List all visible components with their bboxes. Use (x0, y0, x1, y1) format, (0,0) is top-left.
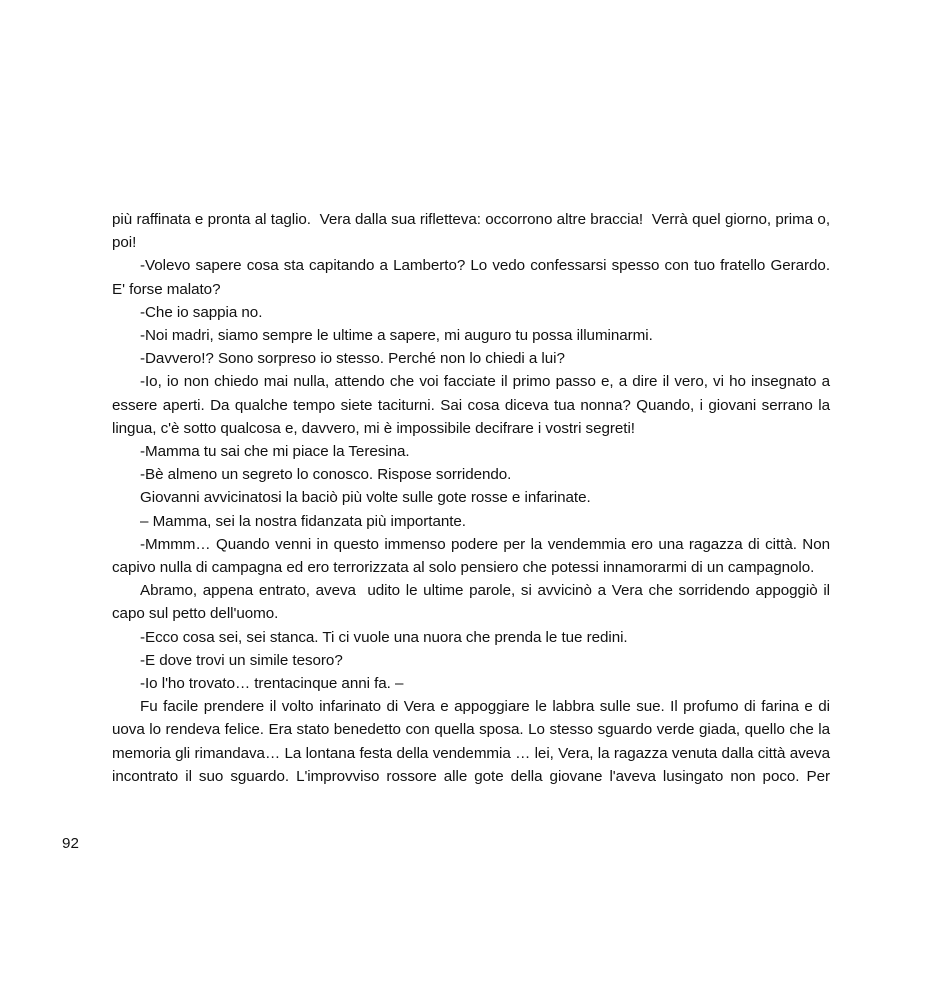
paragraph: Fu facile prendere il volto infarinato di Vera e appoggiare le labbra sulle sue. Il profumo di farina e di uova lo rendeva felice. Era stato benedetto con quella sposa. Lo stesso sguardo verde giada, quello che la memoria gli rimandava… La lontana festa della vendemmia … lei, Vera, la ragazza venuta dalla città aveva incontrato il suo sguardo. L'improvviso rossore alle gote della giovane l'aveva lusingato non poco. Per (112, 698, 835, 785)
paragraph: più raffinata e pronta al taglio. Vera dalla sua rifletteva: occorrono altre braccia! Verrà quel giorno, prima o, poi! (112, 211, 835, 252)
paragraph: -Che io sappia no. (140, 303, 263, 321)
page-text-column (112, 208, 835, 788)
paragraph: -Volevo sapere cosa sta capitando a Lamberto? Lo vedo confessarsi spesso con tuo fratello Gerardo. E' forse malato? (112, 257, 835, 298)
paragraph: -Ecco cosa sei, sei stanca. Ti ci vuole una nuora che prenda le tue redini. (140, 628, 628, 646)
paragraph: Giovanni avvicinatosi la baciò più volte sulle gote rosse e infarinate. (140, 489, 591, 507)
paragraph: -Io l'ho trovato… trentacinque anni fa. – (140, 675, 404, 693)
paragraph: -Bè almeno un segreto lo conosco. Rispose sorridendo. (140, 466, 512, 484)
paragraph: -E dove trovi un simile tesoro? (140, 651, 343, 669)
page-number: 92 (62, 835, 79, 852)
paragraph: -Noi madri, siamo sempre le ultime a sapere, mi auguro tu possa illuminarmi. (140, 327, 653, 345)
paragraph: -Davvero!? Sono sorpreso io stesso. Perché non lo chiedi a lui? (140, 350, 565, 368)
paragraph: -Io, io non chiedo mai nulla, attendo che voi facciate il primo passo e, a dire il vero, vi ho insegnato a essere aperti. Da qualche tempo siete taciturni. Sai cosa diceva tua nonna? Quando, i giovani serrano la lingua, c'è sotto qualcosa e, davvero, mi è impossibile decifrare i vostri segreti! (112, 373, 835, 437)
paragraph: – Mamma, sei la nostra fidanzata più importante. (140, 512, 466, 530)
paragraph: Abramo, appena entrato, aveva udito le ultime parole, si avvicinò a Vera che sorridendo appoggiò il capo sul petto dell'uomo. (112, 582, 835, 623)
paragraph: -Mamma tu sai che mi piace la Teresina. (140, 443, 410, 461)
paragraph: -Mmmm… Quando venni in questo immenso podere per la vendemmia ero una ragazza di città. Non capivo nulla di campagna ed ero terrorizzata al solo pensiero che potessi innamorarmi di un campagnolo. (112, 535, 835, 577)
